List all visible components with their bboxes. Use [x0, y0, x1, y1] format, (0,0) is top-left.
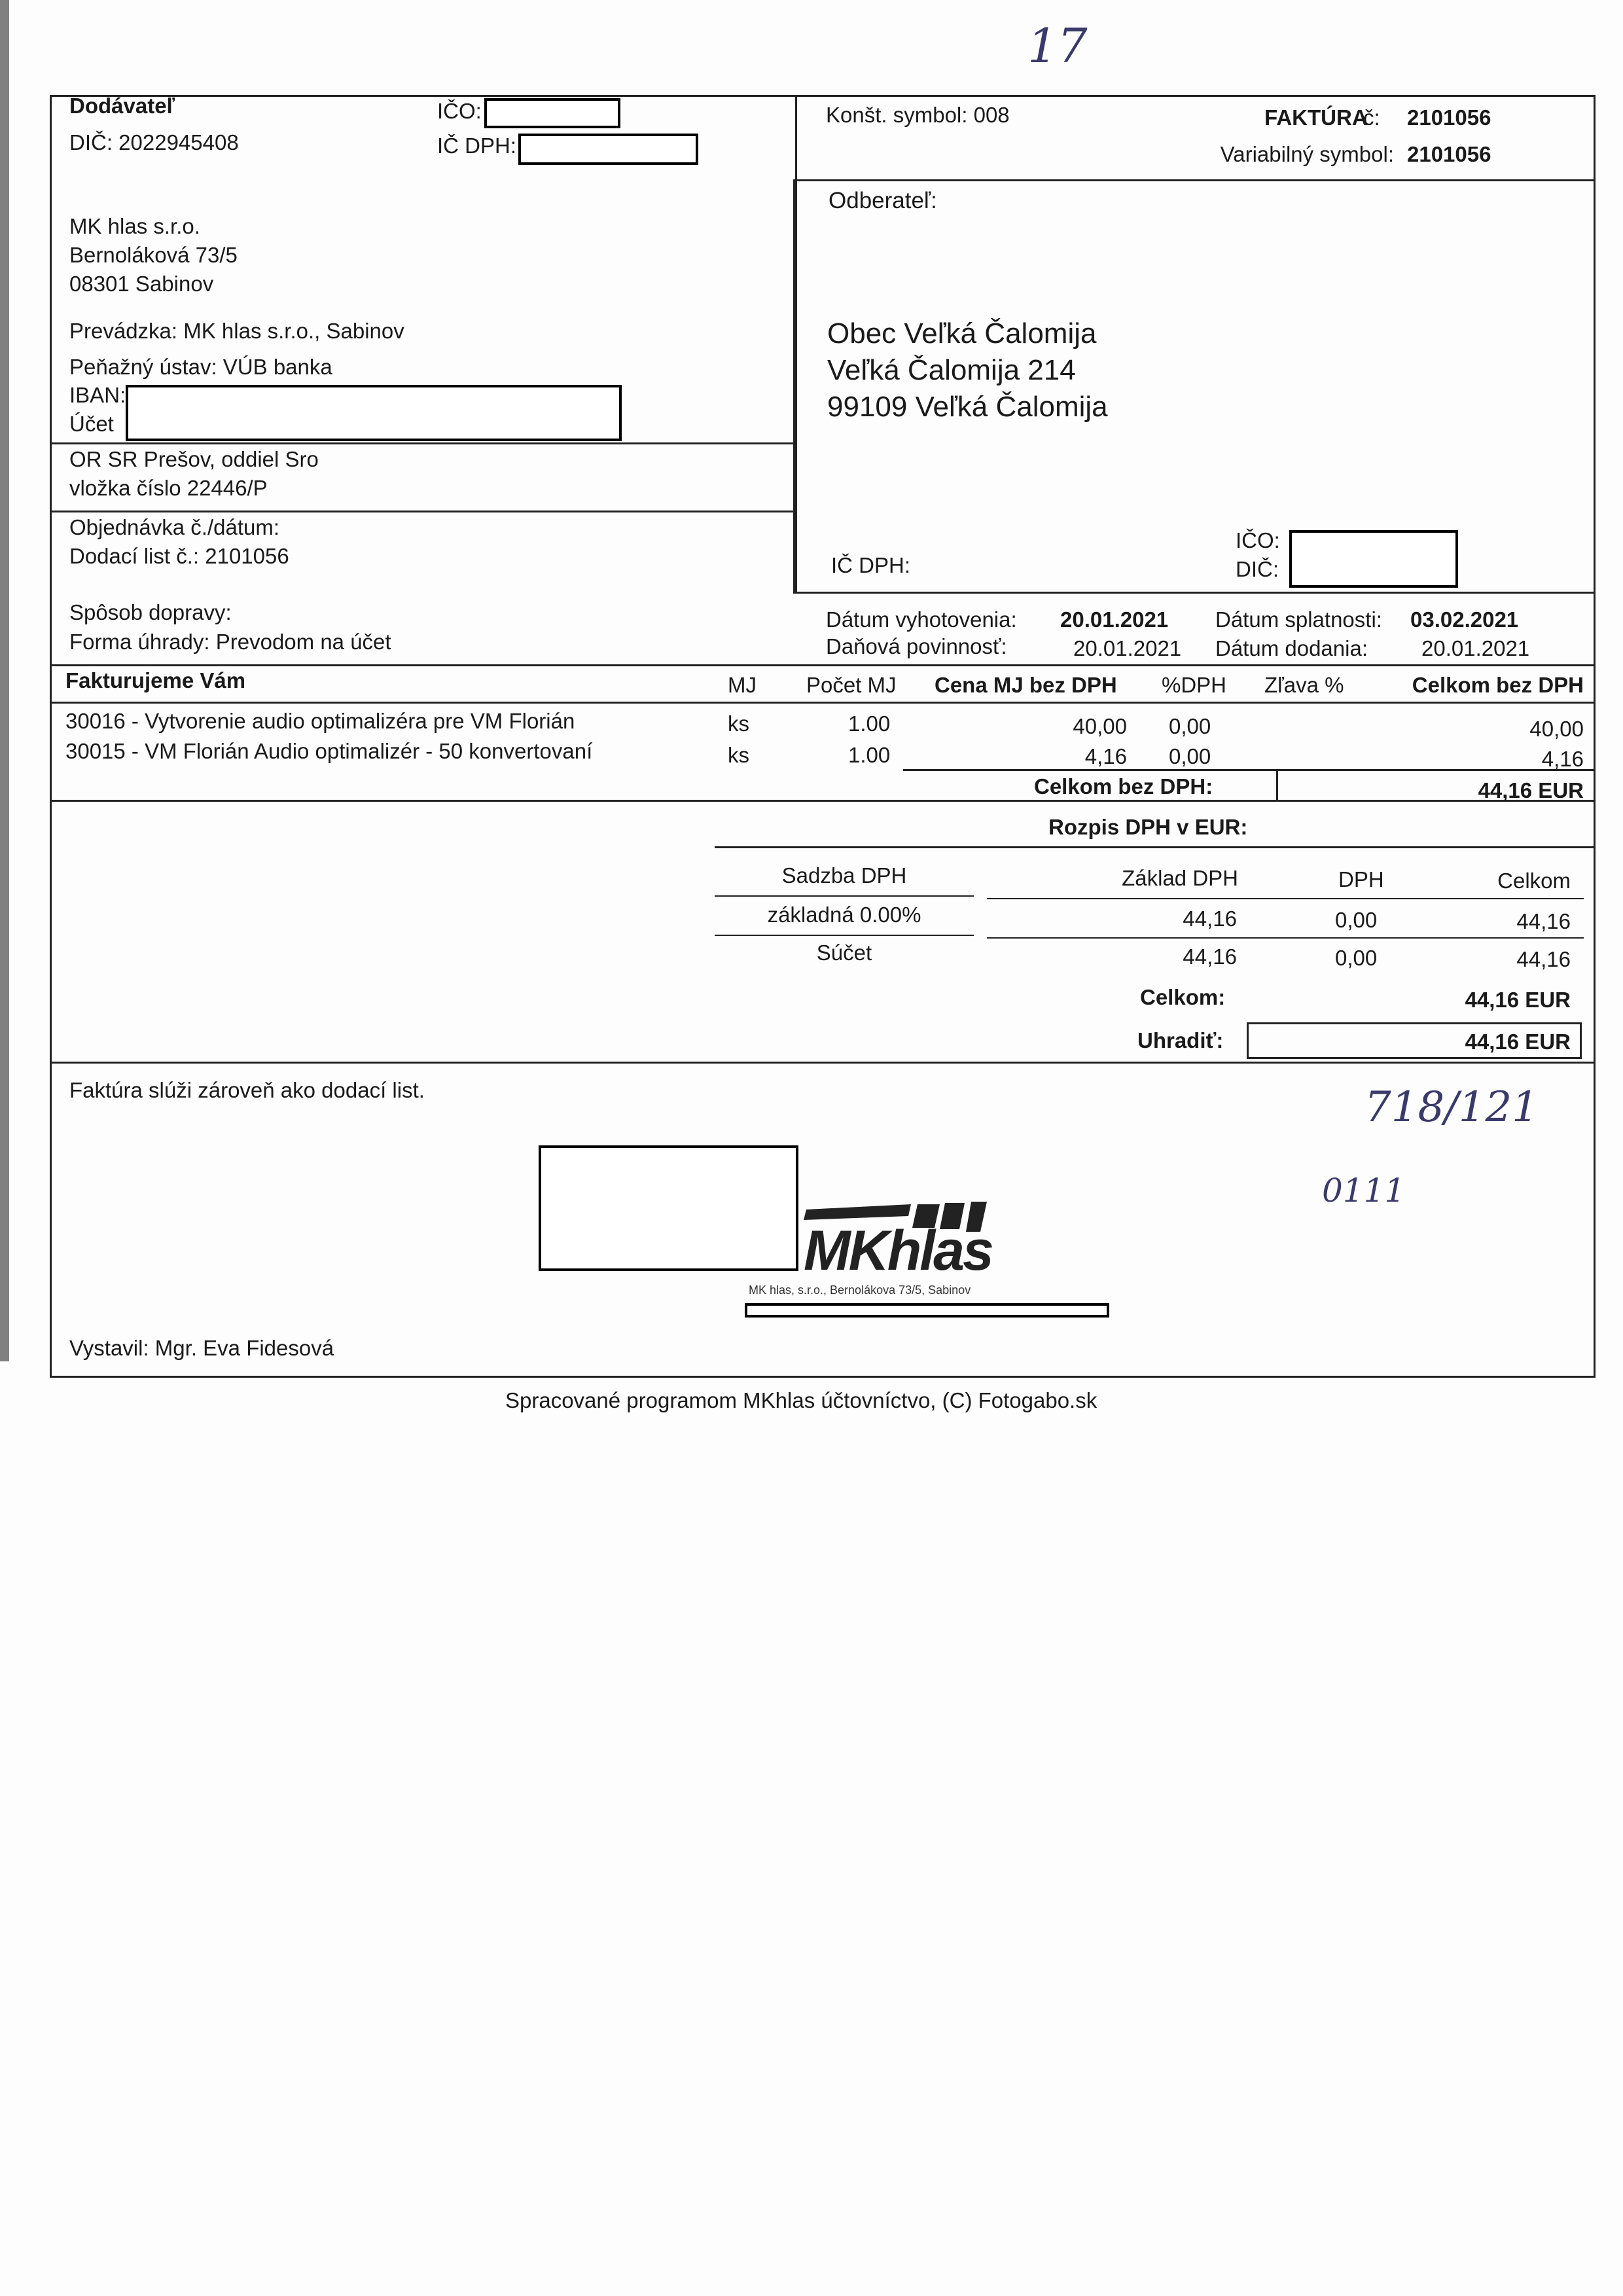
redacted-ico	[484, 98, 620, 128]
total-without-vat-divider	[1276, 769, 1278, 800]
customer-heading: Odberateľ:	[829, 188, 937, 213]
items-header-vat-pct: %DPH	[1162, 673, 1227, 697]
frame-right	[1594, 95, 1596, 1378]
handwritten-top-number: 17	[1027, 18, 1088, 73]
breakdown-sum-base: 44,16	[1183, 944, 1237, 969]
supplier-city: 08301 Sabinov	[69, 272, 214, 296]
supplier-order: Objednávka č./dátum:	[69, 515, 280, 539]
supplier-ucet-label: Účet	[69, 412, 114, 436]
breakdown-sum-vat: 0,00	[1335, 946, 1378, 970]
breakdown-rate: základná 0.00%	[767, 903, 921, 927]
divider-bank	[50, 442, 796, 444]
breakdown-base: 44,16	[1183, 906, 1237, 931]
supplier-transport: Spôsob dopravy:	[69, 600, 232, 624]
customer-box-bottom	[793, 592, 1594, 594]
supplier-street: Bernoláková 73/5	[69, 243, 238, 267]
item-total: 4,16	[1541, 747, 1584, 771]
scan-edge	[0, 0, 9, 1361]
invoice-title: FAKTÚRA	[1264, 105, 1368, 130]
customer-city: 99109 Veľká Čalomija	[827, 391, 1108, 423]
redacted-customer-ids	[1289, 530, 1458, 588]
customer-name: Obec Veľká Čalomija	[827, 317, 1097, 350]
redacted-signature	[539, 1145, 798, 1271]
tax-date-label: Daňová povinnosť:	[826, 634, 1007, 658]
breakdown-header-total: Celkom	[1497, 869, 1571, 893]
redacted-iban	[126, 385, 622, 441]
supplier-dic: DIČ: 2022945408	[69, 130, 239, 154]
divider-items-end	[50, 800, 1596, 802]
uhradit-value: 44,16 EUR	[1465, 1030, 1571, 1054]
supplier-name: MK hlas s.r.o.	[69, 214, 200, 238]
frame-top-left	[50, 95, 1596, 97]
supplier-ico-label: IČO:	[437, 99, 482, 123]
customer-dic-label: DIČ:	[1236, 557, 1279, 581]
items-header-qty: Počet MJ	[806, 673, 897, 697]
celkom-value: 44,16 EUR	[1465, 988, 1571, 1012]
breakdown-title: Rozpis DPH v EUR:	[1048, 815, 1248, 839]
handwritten-reference: 718/121	[1364, 1083, 1539, 1132]
footer-note: Faktúra slúži zároveň ako dodací list.	[69, 1078, 425, 1102]
breakdown-header-rate: Sadzba DPH	[781, 863, 907, 888]
software-credit: Spracované programom MKhlas účtovníctvo, (C) Fotogabo.sk	[505, 1388, 1097, 1412]
breakdown-row-line-left	[715, 935, 974, 936]
item-mj: ks	[728, 743, 749, 767]
redacted-icdph	[518, 134, 698, 165]
breakdown-header-line-left	[715, 895, 974, 897]
company-stamp	[749, 1190, 1022, 1297]
due-date: 03.02.2021	[1410, 607, 1519, 632]
issue-date: 20.01.2021	[1060, 607, 1169, 632]
supplier-iban-label: IBAN:	[69, 383, 126, 407]
issued-by: Vystavil: Mgr. Eva Fidesová	[69, 1336, 334, 1360]
breakdown-header-vat: DPH	[1338, 867, 1384, 891]
supplier-prevadzka: Prevádzka: MK hlas s.r.o., Sabinov	[69, 319, 404, 343]
supplier-icdph-label: IČ DPH:	[437, 134, 517, 158]
supplier-delivery-note: Dodací list č.: 2101056	[69, 544, 289, 568]
divider-breakdown	[715, 846, 1594, 848]
item-qty: 1.00	[848, 743, 891, 767]
invoice-c-label: č:	[1363, 105, 1380, 130]
stamp-address: MK hlas, s.r.o., Bernolákova 73/5, Sabinov	[749, 1283, 971, 1297]
total-without-vat-label: Celkom bez DPH:	[1034, 774, 1213, 798]
item-desc: 30015 - VM Florián Audio optimalizér - 50 konvertovaní	[65, 739, 593, 763]
supplier-heading: Dodávateľ	[69, 94, 175, 118]
items-header-discount: Zľava %	[1264, 673, 1344, 697]
stamp-logo: MKhlas	[804, 1219, 992, 1282]
variable-symbol-label: Variabilný symbol:	[1220, 142, 1394, 166]
breakdown-header-line-right	[987, 898, 1584, 899]
item-total: 40,00	[1529, 717, 1584, 741]
konst-symbol: Konšt. symbol: 008	[826, 103, 1010, 127]
customer-box-left	[793, 179, 795, 593]
item-mj: ks	[728, 711, 749, 736]
customer-icdph-label: IČ DPH:	[831, 553, 911, 577]
frame-bottom	[50, 1376, 1596, 1378]
divider-top-mid	[795, 95, 797, 592]
item-qty: 1.00	[848, 711, 891, 736]
divider-items-header-top	[50, 664, 1596, 666]
frame-left	[50, 95, 52, 1378]
invoice-number: 2101056	[1407, 105, 1491, 130]
items-header-desc: Fakturujeme Vám	[65, 668, 246, 692]
item-price: 4,16	[1084, 744, 1127, 768]
delivery-date: 20.01.2021	[1421, 636, 1530, 660]
supplier-payment: Forma úhrady: Prevodom na účet	[69, 630, 391, 654]
handwritten-code: 0111	[1322, 1172, 1406, 1210]
breakdown-total: 44,16	[1516, 909, 1571, 933]
breakdown-header-base: Základ DPH	[1122, 866, 1238, 890]
redacted-stamp-line	[745, 1303, 1109, 1318]
items-header-total: Celkom bez DPH	[1412, 673, 1584, 697]
item-desc: 30016 - Vytvorenie audio optimalizéra pre VM Florián	[65, 709, 575, 733]
uhradit-label: Uhradiť:	[1137, 1028, 1224, 1052]
supplier-register-2: vložka číslo 22446/P	[69, 476, 268, 500]
tax-date: 20.01.2021	[1073, 636, 1182, 660]
breakdown-sum-total: 44,16	[1516, 947, 1571, 971]
items-header-unit-price: Cena MJ bez DPH	[935, 673, 1117, 697]
customer-street: Veľká Čalomija 214	[827, 354, 1076, 386]
customer-ico-label: IČO:	[1236, 528, 1280, 552]
breakdown-sum-label: Súčet	[816, 941, 872, 965]
supplier-register-1: OR SR Prešov, oddiel Sro	[69, 447, 319, 471]
breakdown-vat: 0,00	[1335, 908, 1378, 932]
issue-date-label: Dátum vyhotovenia:	[826, 607, 1017, 632]
variable-symbol: 2101056	[1407, 142, 1491, 166]
supplier-bank: Peňažný ústav: VÚB banka	[69, 355, 332, 379]
total-without-vat: 44,16 EUR	[1478, 778, 1584, 802]
divider-items-header-bottom	[50, 702, 1596, 704]
due-date-label: Dátum splatnosti:	[1215, 607, 1382, 632]
item-vat: 0,00	[1169, 744, 1211, 768]
divider-register	[50, 511, 796, 512]
delivery-date-label: Dátum dodania:	[1215, 636, 1368, 660]
celkom-label: Celkom:	[1140, 985, 1226, 1009]
divider-totals-end	[50, 1062, 1596, 1064]
items-header-mj: MJ	[728, 673, 757, 697]
item-price: 40,00	[1073, 714, 1127, 738]
breakdown-row-line-right	[987, 937, 1584, 939]
item-vat: 0,00	[1169, 714, 1211, 738]
divider-invoice-bottom	[795, 179, 1594, 181]
